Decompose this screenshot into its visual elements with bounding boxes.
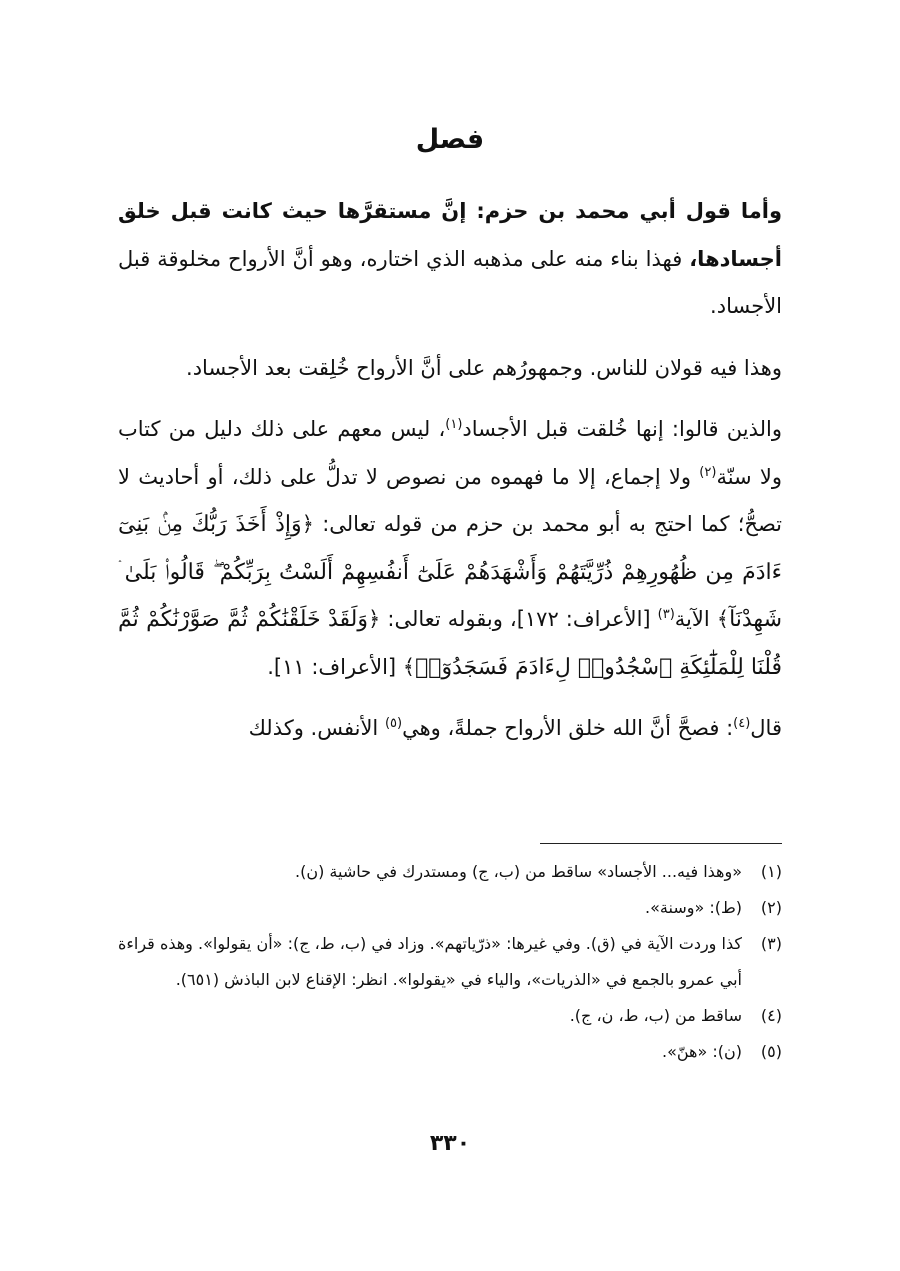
- paragraph-4-text-2: : فصحَّ أنَّ الله خلق الأرواح جملةً، وهي: [402, 716, 734, 740]
- footnote-text: (ط): «وسنة».: [645, 898, 742, 917]
- verse-open-bracket: ﴿: [368, 607, 381, 631]
- paragraph-3-text-5: [الأعراف: ١٧٢]، وبقوله تعالى:: [380, 607, 658, 631]
- paragraph-1-lead: وأما قول أبي محمد بن حزم: إنَّ مستقرَّها حيث كانت قبل خلق أجسادها،: [118, 199, 782, 271]
- footnote-number: (١): [760, 862, 782, 881]
- verse-close-bracket: ﴾: [716, 607, 730, 631]
- paragraph-3-text-2: ، ليس معهم على ذلك دليل من كتاب ولا سنّة: [118, 417, 782, 489]
- footnotes: [118, 854, 782, 1070]
- paragraph-3-text-6: [الأعراف: ١١].: [267, 654, 403, 679]
- section-title: فصل: [415, 124, 485, 155]
- footnote-ref-4: (٤): [733, 716, 751, 731]
- footnote-ref-2: (٢): [699, 464, 717, 480]
- footnote-number: (٢): [760, 898, 782, 917]
- footnote-4: [118, 998, 782, 1034]
- paragraph-3: [118, 406, 782, 691]
- verse-close-bracket: ﴾: [402, 654, 416, 679]
- footnote-text: (ن): «هنّ».: [662, 1042, 742, 1061]
- footnote-number: (٣): [760, 934, 782, 953]
- paragraph-1: [118, 188, 782, 331]
- paragraph-3-text-3: ولا إجماع، إلا ما فهموه من نصوص لا تدلُّ على ذلك، أو أحاديث لا تصحُّ؛ كما احتج به أبو محمد بن حزم من قوله تعالى:: [118, 464, 782, 536]
- main-text: [118, 188, 782, 753]
- footnote-text: «وهذا فيه... الأجساد» ساقط من (ب، ج) ومستدرك في حاشية (ن).: [295, 862, 742, 881]
- paragraph-3-text-4: الآية: [674, 607, 717, 631]
- footnote-text: كذا وردت الآية في (ق). وفي غيرها: «ذرّياتهم». وزاد في (ب، ط، ج): «أن يقولوا». وهذه قراءة أبي عمرو بالجمع في «الذريات»، والياء في «يقولوا». انظر: الإقناع لابن الباذش (٦٥١).: [118, 934, 742, 989]
- footnote-ref-5: (٥): [384, 716, 403, 731]
- footnote-number: (٤): [760, 1006, 782, 1025]
- quran-verse-araf-11: وَلَقَدْ خَلَقْنَٰكُمْ ثُمَّ صَوَّرْنَٰكُمْ ثُمَّ قُلْنَا لِلْمَلَٰٓئِكَةِ ٱسْجُدُوا۟ لِءَادَمَ فَسَجَدُوٓا۟: [118, 607, 782, 680]
- quran-verse-araf-172: وَإِذْ أَخَذَ رَبُّكَ مِنۢ بَنِىٓ ءَادَمَ مِن ظُهُورِهِمْ ذُرِّيَّتَهُمْ وَأَشْهَدَهُمْ عَلَىٰٓ أَنفُسِهِمْ أَلَسْتُ بِرَبِّكُمْ ۖ قَالُوا۟ بَلَىٰ ۛ شَهِدْنَآ: [118, 512, 783, 632]
- footnote-5: [118, 1034, 782, 1070]
- footnote-2: [118, 890, 782, 926]
- footnote-ref-3: (٣): [657, 607, 675, 622]
- footnote-3: [118, 926, 782, 998]
- paragraph-3-text-1: والذين قالوا: إنها خُلقت قبل الأجساد: [462, 417, 782, 441]
- paragraph-1-rest: فهذا بناء منه على مذهبه الذي اختاره، وهو أنَّ الأرواح مخلوقة قبل الأجساد.: [118, 246, 782, 318]
- footnote-ref-1: (١): [445, 417, 463, 432]
- paragraph-4: [118, 705, 782, 753]
- page-number: ٣٣٠: [429, 1131, 471, 1156]
- footnote-divider: [540, 843, 782, 844]
- footnote-text: ساقط من (ب، ط، ن، ج).: [569, 1006, 742, 1025]
- paragraph-2: وهذا فيه قولان للناس. وجمهورُهم على أنَّ الأرواح خُلِقت بعد الأجساد.: [186, 355, 782, 380]
- verse-open-bracket: ﴿: [301, 512, 314, 536]
- footnote-1: [118, 854, 782, 890]
- footnote-number: (٥): [760, 1042, 782, 1061]
- paragraph-4-text-3: الأنفس. وكذلك: [248, 716, 385, 740]
- paragraph-4-text-1: قال: [750, 716, 782, 740]
